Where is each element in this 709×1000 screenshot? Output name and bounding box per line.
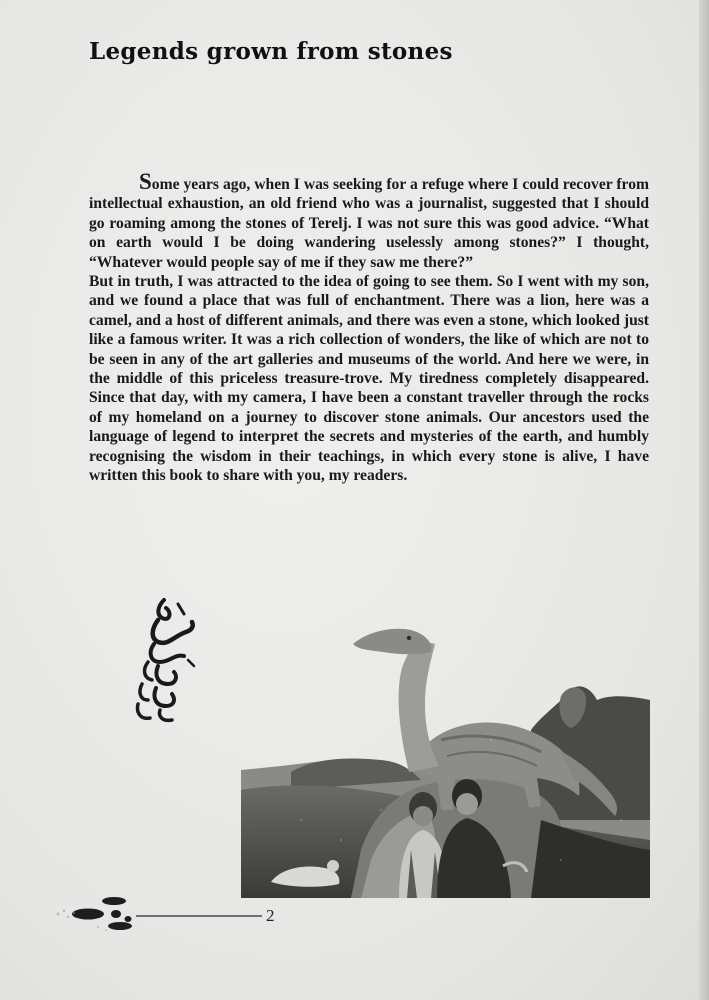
page-number: 2	[266, 906, 275, 925]
paragraph-1	[89, 169, 649, 272]
page-edge-shadow	[699, 0, 709, 1000]
body-text	[89, 169, 649, 486]
page-title: Legends grown from stones	[89, 38, 453, 65]
mongolian-script-calligraphy-icon	[128, 596, 200, 726]
paragraph-2: But in truth, I was attracted to the idea of going to see them. So I went with my son, and we found a place that was full of enchantment. There was a lion, here was a camel, and a host of different animals, and there was even a stone, which looked just like a famous writer. It was a rich collection of wonders, the like of which are not to be seen in any of the art galleries and museums of the world. And here we were, in the middle of this priceless treasure-trove. My tiredness completely disappeared. Since that day, with my camera, I have been a constant traveller through the rocks of my homeland on a journey to discover stone animals. Our ancestors used the language of legend to interpret the secrets and mysteries of the earth, and humbly recognising the wisdom in their teachings, in which every stone is alive, I have written this book to share with you, my readers.	[89, 273, 649, 485]
paw-print-ornament-icon	[50, 894, 272, 934]
paragraph-1-text: ome years ago, when I was seeking for a refuge where I could recover from intellectual exhaustion, an old friend who was a journalist, suggested that I should go roaming among the stones of Terelj. I was not sure this was good advice. “What on earth would I be doing wandering uselessly among stones?” I thought, “Whatever would people say of me if they saw me there?”	[89, 176, 649, 271]
dinosaur-sculpture-photo	[241, 620, 650, 898]
drop-cap: S	[139, 169, 152, 194]
